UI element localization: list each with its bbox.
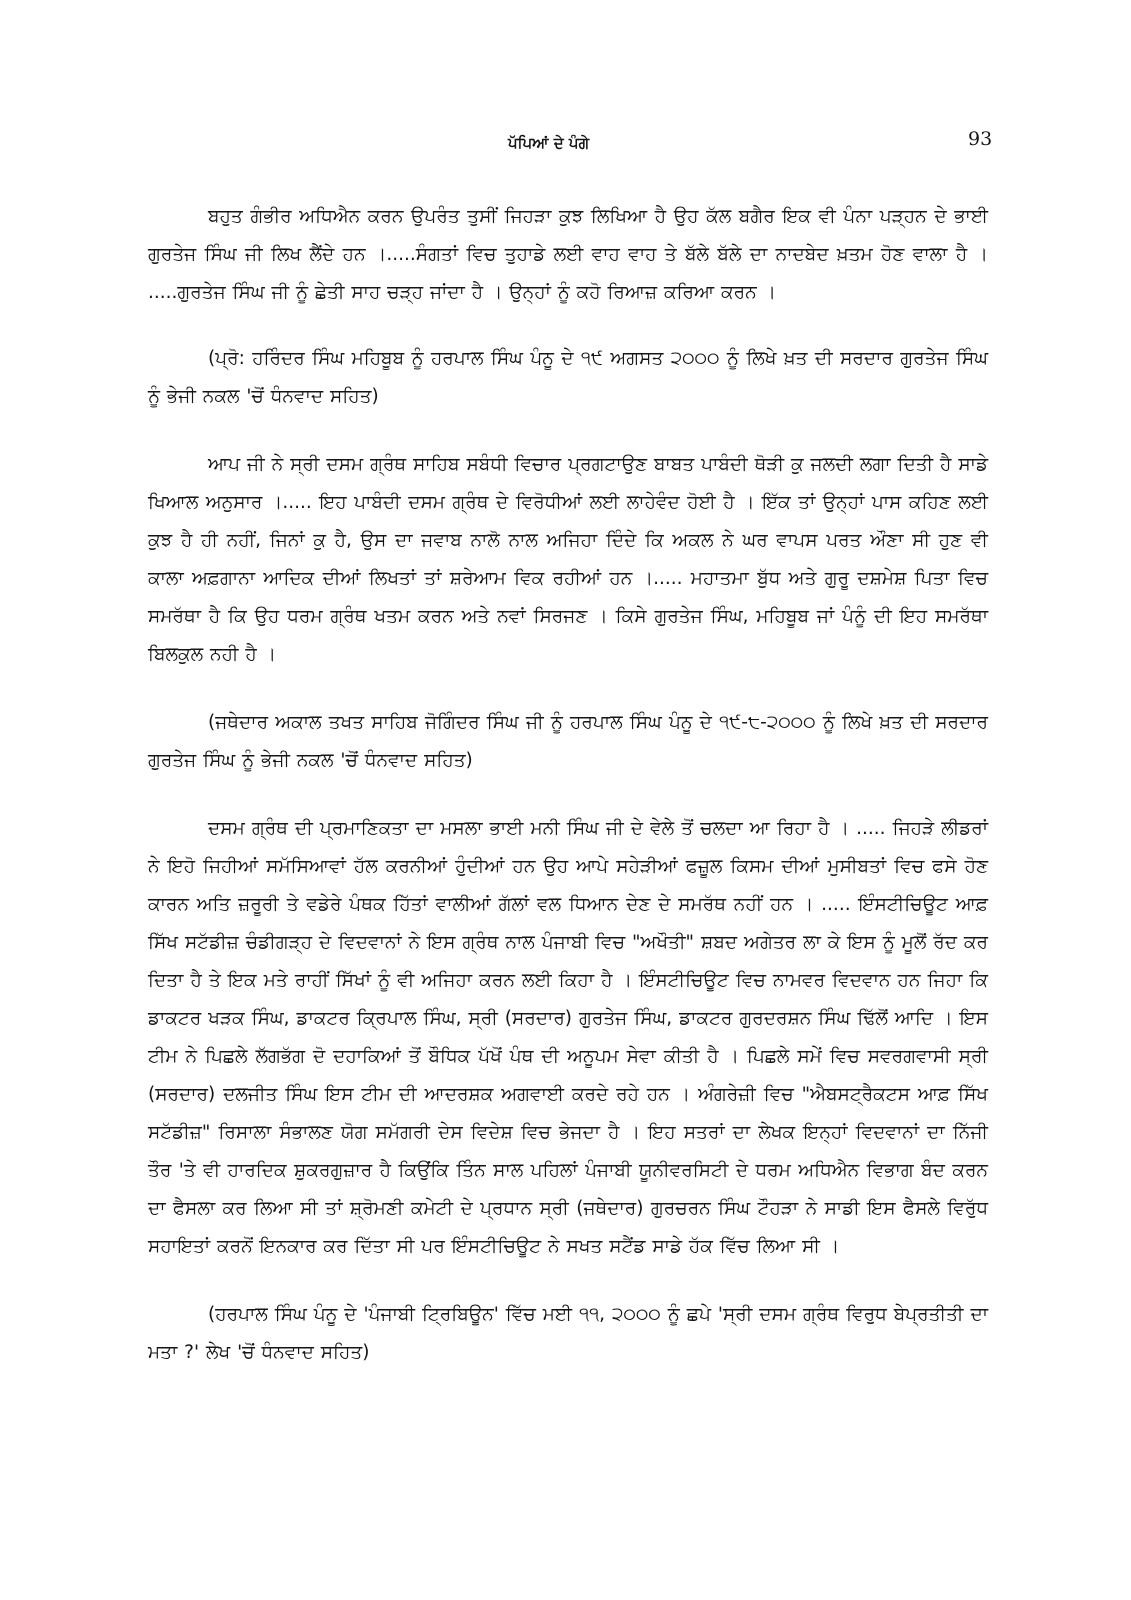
paragraph-letter-excerpt-1: ਬਹੁਤ ਗੰਭੀਰ ਅਧਿਐਨ ਕਰਨ ਉਪਰੰਤ ਤੁਸੀਂ ਜਿਹੜਾ ਕੁਝ ਲਿਖਿਆ ਹੈ ਉਹ ਕੱਲ ਬਗੈਰ ਇਕ ਵੀ ਪੰਨਾ ਪੜ੍ਹਨ ਦੇ ਭਾਈ ਗੁਰਤੇਜ ਸਿੰਘ ਜੀ ਲਿਖ ਲੈਂਦੇ ਹਨ ।.....ਸੰਗਤਾਂ ਵਿਚ ਤੁਹਾਡੇ ਲਈ ਵਾਹ ਵਾਹ ਤੇ ਬੱਲੇ ਬੱਲੇ ਦਾ ਨਾਦਬੇਦ ਖ਼ਤਮ ਹੋਣ ਵਾਲਾ ਹੈ । .....ਗੁਰਤੇਜ ਸਿੰਘ ਜੀ ਨੂੰ ਛੇਤੀ ਸਾਹ ਚੜ੍ਹ ਜਾਂਦਾ ਹੈ । ਉਨ੍ਹਾਂ ਨੂੰ ਕਹੋ ਰਿਆਜ਼ ਕਰਿਆ ਕਰਨ ।	[148, 206, 988, 303]
citation-1: (ਪ੍ਰੋ: ਹਰਿੰਦਰ ਸਿੰਘ ਮਹਿਬੂਬ ਨੂੰ ਹਰਪਾਲ ਸਿੰਘ ਪੰਨੂ ਦੇ ੧੯ ਅਗਸਤ ੨੦੦੦ ਨੂੰ ਲਿਖੇ ਖ਼ਤ ਦੀ ਸਰਦਾਰ ਗੁਰਤੇਜ ਸਿੰਘ ਨੂੰ ਭੇਜੀ ਨਕਲ 'ਚੋਂ ਧੰਨਵਾਦ ਸਹਿਤ)	[148, 348, 988, 407]
page-body	[148, 198, 988, 1372]
running-header: ਪੱਪਿਆਂ ਦੇ ਪੰਗੇ	[508, 134, 590, 152]
paragraph-article-excerpt: ਦਸਮ ਗ੍ਰੰਥ ਦੀ ਪ੍ਰਮਾਣਿਕਤਾ ਦਾ ਮਸਲਾ ਭਾਈ ਮਨੀ ਸਿੰਘ ਜੀ ਦੇ ਵੇਲੇ ਤੋਂ ਚਲਦਾ ਆ ਰਿਹਾ ਹੈ । ..... ਜਿਹੜੇ ਲੀਡਰਾਂ ਨੇ ਇਹੋ ਜਿਹੀਆਂ ਸਮੱਸਿਆਵਾਂ ਹੱਲ ਕਰਨੀਆਂ ਹੁੰਦੀਆਂ ਹਨ ਉਹ ਆਪੇ ਸਹੇੜੀਆਂ ਫਜ਼ੂਲ ਕਿਸਮ ਦੀਆਂ ਮੁਸੀਬਤਾਂ ਵਿਚ ਫਸੇ ਹੋਣ ਕਾਰਨ ਅਤਿ ਜ਼ਰੂਰੀ ਤੇ ਵਡੇਰੇ ਪੰਥਕ ਹਿੱਤਾਂ ਵਾਲੀਆਂ ਗੱਲਾਂ ਵਲ ਧਿਆਨ ਦੇਣ ਦੇ ਸਮਰੱਥ ਨਹੀਂ ਹਨ । ..... ਇੰਸਟੀਚਿਊਟ ਆਫ਼ ਸਿੱਖ ਸਟੱਡੀਜ਼ ਚੰਡੀਗੜ੍ਹ ਦੇ ਵਿਦਵਾਨਾਂ ਨੇ ਇਸ ਗ੍ਰੰਥ ਨਾਲ ਪੰਜਾਬੀ ਵਿਚ "ਅਖੌਤੀ" ਸ਼ਬਦ ਅਗੇਤਰ ਲਾ ਕੇ ਇਸ ਨੂੰ ਮੂਲੋਂ ਰੱਦ ਕਰ ਦਿਤਾ ਹੈ ਤੇ ਇਕ ਮਤੇ ਰਾਹੀਂ ਸਿੱਖਾਂ ਨੂੰ ਵੀ ਅਜਿਹਾ ਕਰਨ ਲਈ ਕਿਹਾ ਹੈ । ਇੰਸਟੀਚਿਊਟ ਵਿਚ ਨਾਮਵਰ ਵਿਦਵਾਨ ਹਨ ਜਿਹਾ ਕਿ ਡਾਕਟਰ ਖੜਕ ਸਿੰਘ, ਡਾਕਟਰ ਕ੍ਰਿਪਾਲ ਸਿੰਘ, ਸ੍ਰੀ (ਸਰਦਾਰ) ਗੁਰਤੇਜ ਸਿੰਘ, ਡਾਕਟਰ ਗੁਰਦਰਸ਼ਨ ਸਿੰਘ ਢਿੱਲੋਂ ਆਦਿ । ਇਸ ਟੀਮ ਨੇ ਪਿਛਲੇ ਲੱਗਭੱਗ ਦੋ ਦਹਾਕਿਆਂ ਤੋਂ ਬੌਧਿਕ ਪੱਖੋਂ ਪੰਥ ਦੀ ਅਨੂਪਮ ਸੇਵਾ ਕੀਤੀ ਹੈ । ਪਿਛਲੇ ਸਮੇਂ ਵਿਚ ਸਵਰਗਵਾਸੀ ਸ੍ਰੀ (ਸਰਦਾਰ) ਦਲਜੀਤ ਸਿੰਘ ਇਸ ਟੀਮ ਦੀ ਆਦਰਸ਼ਕ ਅਗਵਾਈ ਕਰਦੇ ਰਹੇ ਹਨ । ਅੰਗਰੇਜ਼ੀ ਵਿਚ "ਐਬਸਟ੍ਰੈਕਟਸ ਆਫ਼ ਸਿੱਖ ਸਟੱਡੀਜ਼" ਰਿਸਾਲਾ ਸੰਭਾਲਣ ਯੋਗ ਸਮੱਗਰੀ ਦੇਸ ਵਿਦੇਸ਼ ਵਿਚ ਭੇਜਦਾ ਹੈ । ਇਹ ਸਤਰਾਂ ਦਾ ਲੇਖਕ ਇਨ੍ਹਾਂ ਵਿਦਵਾਨਾਂ ਦਾ ਨਿੱਜੀ ਤੌਰ 'ਤੇ ਵੀ ਹਾਰਦਿਕ ਸ਼ੁਕਰਗੁਜ਼ਾਰ ਹੈ ਕਿਉਂਕਿ ਤਿੰਨ ਸਾਲ ਪਹਿਲਾਂ ਪੰਜਾਬੀ ਯੂਨੀਵਰਸਿਟੀ ਦੇ ਧਰਮ ਅਧਿਐਨ ਵਿਭਾਗ ਬੰਦ ਕਰਨ ਦਾ ਫੈਸਲਾ ਕਰ ਲਿਆ ਸੀ ਤਾਂ ਸ਼੍ਰੋਮਣੀ ਕਮੇਟੀ ਦੇ ਪ੍ਰਧਾਨ ਸ੍ਰੀ (ਜਥੇਦਾਰ) ਗੁਰਚਰਨ ਸਿੰਘ ਟੌਹੜਾ ਨੇ ਸਾਡੀ ਇਸ ਫੈਸਲੇ ਵਿਰੁੱਧ ਸਹਾਇਤਾਂ ਕਰਨੋਂ ਇਨਕਾਰ ਕਰ ਦਿੱਤਾ ਸੀ ਪਰ ਇੰਸਟੀਚਿਊਟ ਨੇ ਸਖਤ ਸਟੈਂਡ ਸਾਡੇ ਹੱਕ ਵਿੱਚ ਲਿਆ ਸੀ ।	[148, 818, 988, 1257]
citation-3: (ਹਰਪਾਲ ਸਿੰਘ ਪੰਨੂ ਦੇ 'ਪੰਜਾਬੀ ਟ੍ਰਿਬਿਊਨ' ਵਿੱਚ ਮਈ ੧੧, ੨੦੦੦ ਨੂੰ ਛਪੇ 'ਸ੍ਰੀ ਦਸਮ ਗ੍ਰੰਥ ਵਿਰੁਧ ਬੇਪ੍ਰਤੀਤੀ ਦਾ ਮਤਾ ?' ਲੇਖ 'ਚੋਂ ਧੰਨਵਾਦ ਸਹਿਤ)	[148, 1304, 988, 1363]
paragraph-letter-excerpt-2: ਆਪ ਜੀ ਨੇ ਸ੍ਰੀ ਦਸਮ ਗ੍ਰੰਥ ਸਾਹਿਬ ਸਬੰਧੀ ਵਿਚਾਰ ਪ੍ਰਗਟਾਉਣ ਬਾਬਤ ਪਾਬੰਦੀ ਥੋੜੀ ਕੁ ਜਲਦੀ ਲਗਾ ਦਿਤੀ ਹੈ ਸਾਡੇ ਖਿਆਲ ਅਨੁਸਾਰ ।..... ਇਹ ਪਾਬੰਦੀ ਦਸਮ ਗ੍ਰੰਥ ਦੇ ਵਿਰੋਧੀਆਂ ਲਈ ਲਾਹੇਵੰਦ ਹੋਈ ਹੈ । ਇੱਕ ਤਾਂ ਉਨ੍ਹਾਂ ਪਾਸ ਕਹਿਣ ਲਈ ਕੁਝ ਹੈ ਹੀ ਨਹੀਂ, ਜਿਨਾਂ ਕੁ ਹੈ, ਉਸ ਦਾ ਜਵਾਬ ਨਾਲੋ ਨਾਲ ਅਜਿਹਾ ਦਿੰਦੇ ਕਿ ਅਕਲ ਨੇ ਘਰ ਵਾਪਸ ਪਰਤ ਔਣਾ ਸੀ ਹੁਣ ਵੀ ਕਾਲਾ ਅਫ਼ਗਾਨਾ ਆਦਿਕ ਦੀਆਂ ਲਿਖਤਾਂ ਤਾਂ ਸ਼ਰੇਆਮ ਵਿਕ ਰਹੀਆਂ ਹਨ ।..... ਮਹਾਤਮਾ ਬੁੱਧ ਅਤੇ ਗੁਰੂ ਦਸ਼ਮੇਸ਼ ਪਿਤਾ ਵਿਚ ਸਮਰੱਥਾ ਹੈ ਕਿ ਉਹ ਧਰਮ ਗ੍ਰੰਥ ਖਤਮ ਕਰਨ ਅਤੇ ਨਵਾਂ ਸਿਰਜਣ । ਕਿਸੇ ਗੁਰਤੇਜ ਸਿੰਘ, ਮਹਿਬੂਬ ਜਾਂ ਪੰਨੂੰ ਦੀ ਇਹ ਸਮਰੱਥਾ ਬਿਲਕੁਲ ਨਹੀ ਹੈ ।	[148, 454, 988, 665]
citation-2: (ਜਥੇਦਾਰ ਅਕਾਲ ਤਖਤ ਸਾਹਿਬ ਜੋਗਿੰਦਰ ਸਿੰਘ ਜੀ ਨੂੰ ਹਰਪਾਲ ਸਿੰਘ ਪੰਨੂ ਦੇ ੧੯-੮-੨੦੦੦ ਨੂੰ ਲਿਖੇ ਖ਼ਤ ਦੀ ਸਰਦਾਰ ਗੁਰਤੇਜ ਸਿੰਘ ਨੂੰ ਭੇਜੀ ਨਕਲ 'ਚੋਂ ਧੰਨਵਾਦ ਸਹਿਤ)	[148, 712, 988, 771]
page-number: 93	[968, 128, 993, 150]
